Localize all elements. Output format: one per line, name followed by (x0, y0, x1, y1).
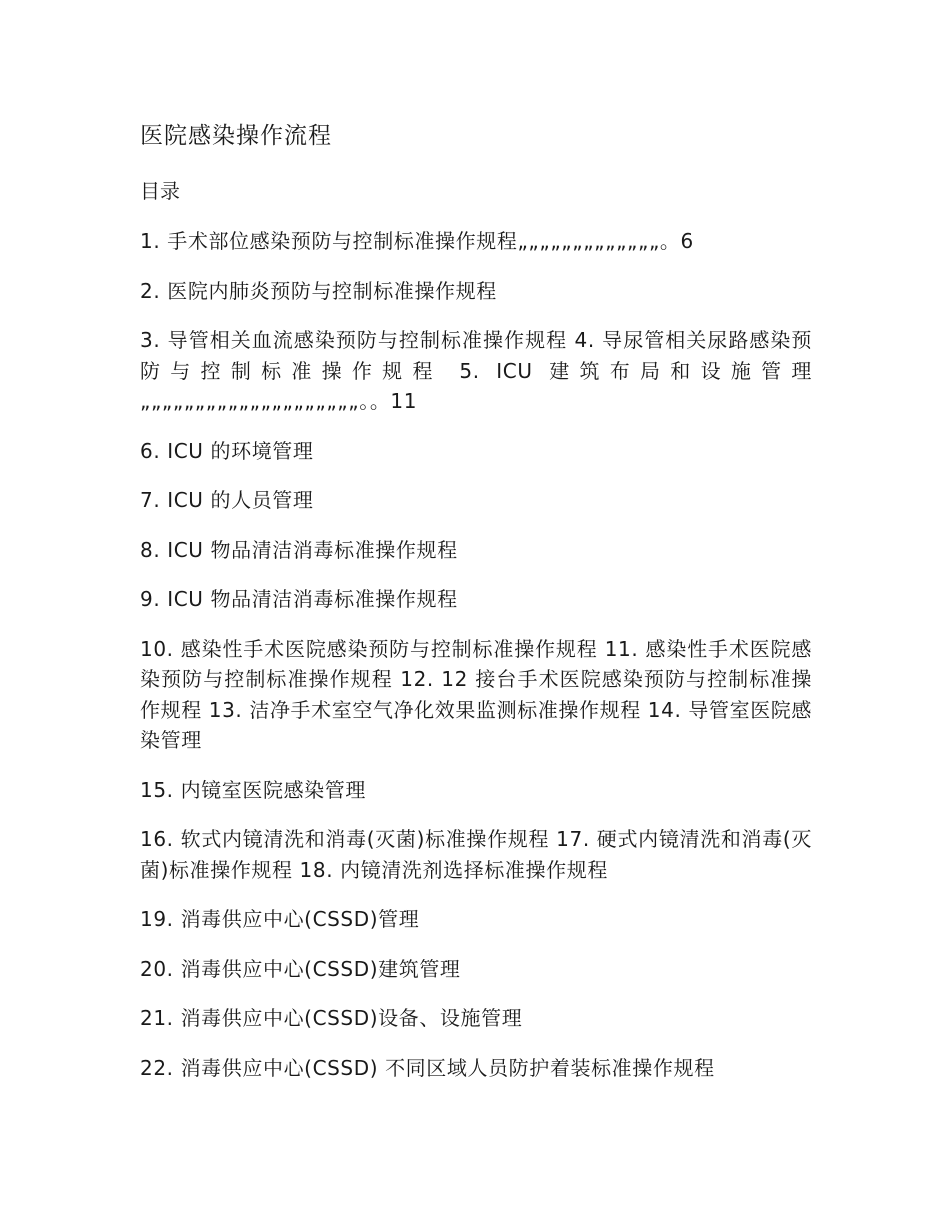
toc-entry-22[interactable]: 22. 消毒供应中心(CSSD) 不同区域人员防护着装标准操作规程 (140, 1055, 715, 1080)
toc-entry-10-14[interactable]: 10. 感染性手术医院感染预防与控制标准操作规程 11. 感染性手术医院感染预防与控制标准操作规程 12. 12 接台手术医院感染预防与控制标准操作规程 13. 洁净手术室空气净化效果监测标准操作规程 14. 导管室医院感染管理 (140, 636, 812, 752)
toc-entry-9[interactable]: 9. ICU 物品清洁消毒标准操作规程 (140, 587, 458, 611)
toc-entry-16-18[interactable]: 16. 软式内镜清洗和消毒(灭菌)标准操作规程 17. 硬式内镜清洗和消毒(灭菌)标准操作规程 18. 内镜清洗剂选择标准操作规程 (140, 827, 812, 882)
toc-entry-1[interactable]: 1. 手术部位感染预防与控制标准操作规程„„„„„„„„„„„„„。6 (140, 229, 694, 253)
toc-entry-2[interactable]: 2. 医院内肺炎预防与控制标准操作规程 (140, 278, 497, 303)
toc-entry-20[interactable]: 20. 消毒供应中心(CSSD)建筑管理 (140, 956, 461, 981)
toc-entry-15[interactable]: 15. 内镜室医院感染管理 (140, 777, 366, 802)
toc-entry-8[interactable]: 8. ICU 物品清洁消毒标准操作规程 (140, 537, 458, 562)
toc-heading: 目录 (140, 179, 180, 203)
toc-entry-3-5[interactable]: 3. 导管相关血流感染预防与控制标准操作规程 4. 导尿管相关尿路感染预防与控制标准操作规程 5. ICU 建筑布局和设施管理„„„„„„„„„„„„„„„„„„„„。。11 (140, 328, 812, 413)
document-title: 医院感染操作流程 (140, 123, 332, 149)
toc-entry-19[interactable]: 19. 消毒供应中心(CSSD)管理 (140, 907, 420, 931)
toc-entry-6[interactable]: 6. ICU 的环境管理 (140, 438, 314, 463)
toc-list (140, 226, 812, 1083)
document-page (140, 118, 812, 1102)
toc-entry-21[interactable]: 21. 消毒供应中心(CSSD)设备、设施管理 (140, 1006, 523, 1030)
toc-entry-7[interactable]: 7. ICU 的人员管理 (140, 488, 314, 512)
